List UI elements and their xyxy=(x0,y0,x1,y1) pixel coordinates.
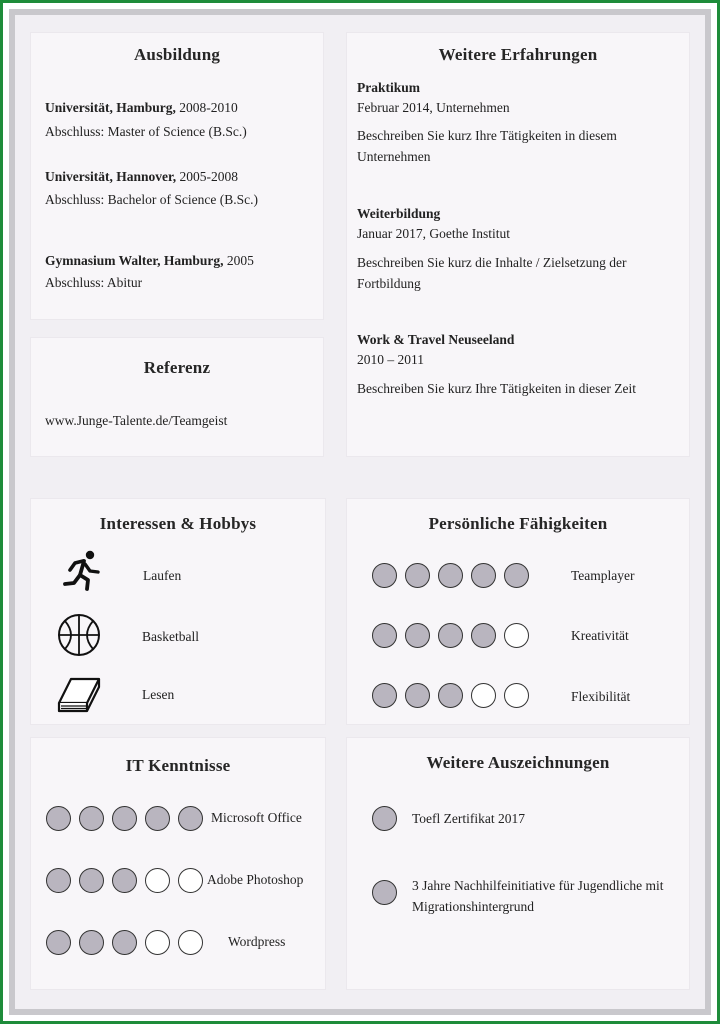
experience-entry-3-meta: 2010 – 2011 xyxy=(357,352,424,367)
award-bullet-2 xyxy=(372,880,397,905)
education-title: Ausbildung xyxy=(133,45,221,64)
education-entry-1-school-line xyxy=(45,97,238,118)
experience-title: Weitere Erfahrungen xyxy=(438,45,598,64)
skill-label-3: Flexibilität xyxy=(571,689,631,704)
skill-rating-2-dot-1-filled xyxy=(372,623,397,648)
awards-title: Weitere Auszeichnungen xyxy=(426,753,610,772)
hobby-label-1: Laufen xyxy=(143,568,182,583)
skill-rating-2-dot-5-empty xyxy=(504,623,529,648)
it-rating-2-dot-1-filled xyxy=(46,868,71,893)
skill-rating-2-dot-3-filled xyxy=(438,623,463,648)
it-rating-1-dot-4-filled xyxy=(145,806,170,831)
skill-rating-3-dot-3-filled xyxy=(438,683,463,708)
skill-rating-1-dot-4-filled xyxy=(471,563,496,588)
experience-entry-3-description: Beschreiben Sie kurz Ihre Tätigkeiten in dieser Zeit xyxy=(357,381,637,396)
it-label-2: Adobe Photoshop xyxy=(207,872,304,887)
it-rating-3-dot-1-filled xyxy=(46,930,71,955)
skill-label-2: Kreativität xyxy=(571,628,629,643)
experience-entry-2-description: Beschreiben Sie kurz die Inhalte / Zielsetzung der Fortbildung xyxy=(357,255,627,291)
skills-title: Persönliche Fähigkeiten xyxy=(428,514,608,533)
education-card xyxy=(30,32,324,320)
it-rating-2-dot-2-filled xyxy=(79,868,104,893)
education-entry-2-school-line xyxy=(45,166,238,187)
it-rating-1-dot-5-filled xyxy=(178,806,203,831)
education-entry-3-years: 2005 xyxy=(226,253,254,268)
experience-card xyxy=(346,32,690,457)
it-rating-1-dot-1-filled xyxy=(46,806,71,831)
skills-card xyxy=(346,498,690,725)
experience-entry-3-heading: Work & Travel Neuseeland xyxy=(357,332,515,347)
hobbies-card xyxy=(30,498,326,725)
experience-entry-1-meta: Februar 2014, Unternehmen xyxy=(357,100,510,115)
it-rating-3-dot-4-empty xyxy=(145,930,170,955)
hobbies-title: Interessen & Hobbys xyxy=(99,514,257,533)
education-entry-2-degree: Abschluss: Bachelor of Science (B.Sc.) xyxy=(45,192,258,207)
education-entry-1-years: 2008-2010 xyxy=(179,100,238,115)
education-entry-1-degree: Abschluss: Master of Science (B.Sc.) xyxy=(45,124,247,139)
hobby-label-3: Lesen xyxy=(142,687,175,702)
awards-card xyxy=(346,737,690,990)
it-label-3: Wordpress xyxy=(228,934,286,949)
reference-card xyxy=(30,337,324,457)
hobby-label-2: Basketball xyxy=(142,629,199,644)
education-entry-2-school: Universität, Hannover, xyxy=(45,169,177,184)
education-entry-3-degree: Abschluss: Abitur xyxy=(45,275,143,290)
skill-rating-1-dot-3-filled xyxy=(438,563,463,588)
education-entry-3-school-line xyxy=(45,250,254,271)
it-label-1: Microsoft Office xyxy=(211,810,302,825)
experience-entry-1-description: Beschreiben Sie kurz Ihre Tätigkeiten in diesem Unternehmen xyxy=(357,128,617,164)
award-bullet-1 xyxy=(372,806,397,831)
it-rating-3-dot-3-filled xyxy=(112,930,137,955)
skill-rating-1-dot-1-filled xyxy=(372,563,397,588)
skill-label-1: Teamplayer xyxy=(571,568,635,583)
skill-rating-1-dot-2-filled xyxy=(405,563,430,588)
skill-rating-3-dot-4-empty xyxy=(471,683,496,708)
award-label-1: Toefl Zertifikat 2017 xyxy=(412,811,526,826)
it-rating-2-dot-4-empty xyxy=(145,868,170,893)
skill-rating-1-dot-5-filled xyxy=(504,563,529,588)
experience-entry-2-heading: Weiterbildung xyxy=(357,206,441,221)
skill-rating-2-dot-2-filled xyxy=(405,623,430,648)
it-rating-3-dot-5-empty xyxy=(178,930,203,955)
it-rating-1-dot-2-filled xyxy=(79,806,104,831)
it-rating-3-dot-2-filled xyxy=(79,930,104,955)
it-card xyxy=(30,737,326,990)
skill-rating-3-dot-2-filled xyxy=(405,683,430,708)
skill-rating-2-dot-4-filled xyxy=(471,623,496,648)
it-title: IT Kenntnisse xyxy=(125,756,231,775)
reference-title: Referenz xyxy=(143,358,211,377)
book-icon xyxy=(55,673,103,717)
experience-entry-1-heading: Praktikum xyxy=(357,80,421,95)
skill-rating-3-dot-1-filled xyxy=(372,683,397,708)
education-entry-2-years: 2005-2008 xyxy=(179,169,238,184)
award-label-2: 3 Jahre Nachhilfeinitiative für Jugendliche mit Migrationshintergrund xyxy=(412,878,664,914)
basketball-icon xyxy=(57,613,101,657)
education-entry-3-school: Gymnasium Walter, Hamburg, xyxy=(45,253,224,268)
it-rating-2-dot-3-filled xyxy=(112,868,137,893)
running-person-icon xyxy=(61,549,105,593)
reference-url: www.Junge-Talente.de/Teamgeist xyxy=(45,413,228,428)
experience-entry-2-meta: Januar 2017, Goethe Institut xyxy=(357,226,510,241)
skill-rating-3-dot-5-empty xyxy=(504,683,529,708)
it-rating-1-dot-3-filled xyxy=(112,806,137,831)
it-rating-2-dot-5-empty xyxy=(178,868,203,893)
education-entry-1-school: Universität, Hamburg, xyxy=(45,100,176,115)
